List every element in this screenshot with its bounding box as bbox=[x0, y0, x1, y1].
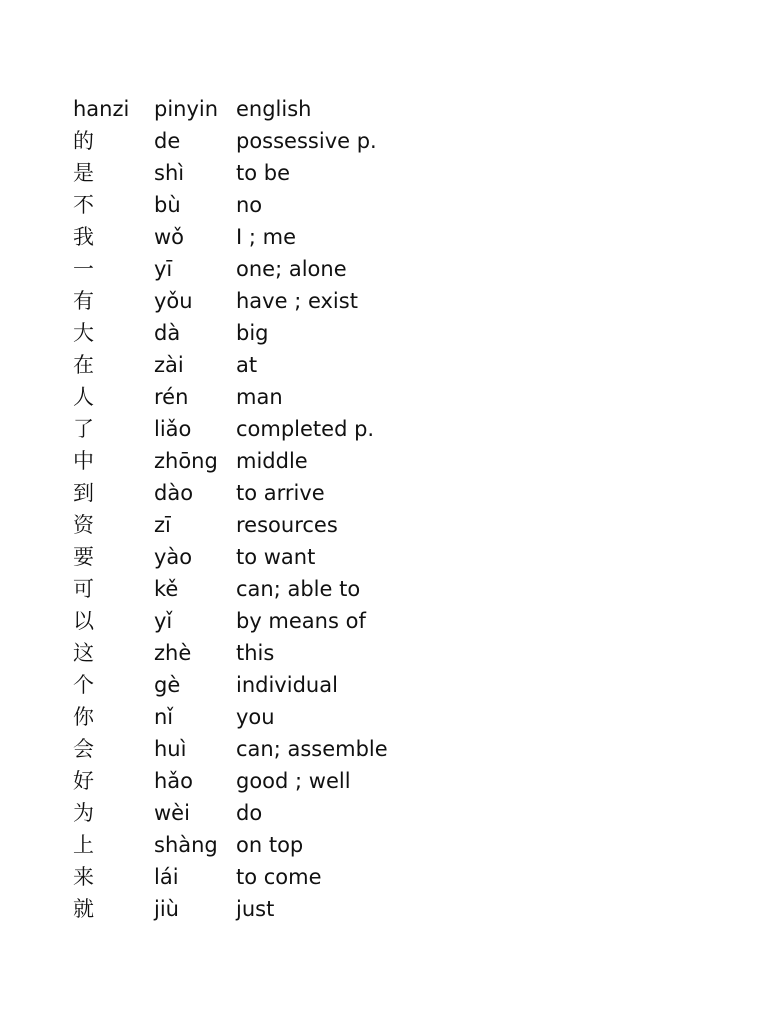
cell-hanzi: 到 bbox=[73, 481, 94, 505]
cell-pinyin: yī bbox=[154, 257, 173, 281]
cell-hanzi: 好 bbox=[73, 769, 94, 793]
cell-english: can; assemble bbox=[236, 737, 388, 761]
table-row bbox=[73, 669, 436, 701]
cell-english: resources bbox=[236, 513, 338, 537]
cell-pinyin: liǎo bbox=[154, 417, 192, 441]
vocabulary-table bbox=[73, 93, 436, 925]
table-body bbox=[73, 125, 436, 925]
cell-hanzi: 你 bbox=[73, 705, 94, 729]
cell-hanzi: 这 bbox=[73, 641, 94, 665]
cell-english: to arrive bbox=[236, 481, 325, 505]
cell-pinyin: hǎo bbox=[154, 769, 194, 793]
cell-hanzi: 是 bbox=[73, 161, 94, 185]
table-row bbox=[73, 381, 436, 413]
table-row bbox=[73, 637, 436, 669]
cell-english: on top bbox=[236, 833, 304, 857]
table-row bbox=[73, 317, 436, 349]
cell-english: individual bbox=[236, 673, 338, 697]
cell-pinyin: dào bbox=[154, 481, 194, 505]
cell-hanzi: 为 bbox=[73, 801, 94, 825]
cell-hanzi: 我 bbox=[73, 225, 94, 249]
cell-pinyin: shàng bbox=[154, 833, 218, 857]
cell-pinyin: wǒ bbox=[154, 225, 185, 249]
cell-english: big bbox=[236, 321, 269, 345]
cell-hanzi: 中 bbox=[73, 449, 94, 473]
cell-hanzi: 来 bbox=[73, 865, 94, 889]
table-row bbox=[73, 765, 436, 797]
table-row bbox=[73, 157, 436, 189]
cell-pinyin: huì bbox=[154, 737, 187, 761]
cell-hanzi: 资 bbox=[73, 513, 94, 537]
header-hanzi: hanzi bbox=[73, 97, 130, 121]
header-pinyin: pinyin bbox=[154, 97, 219, 121]
cell-pinyin: wèi bbox=[154, 801, 190, 825]
table-row bbox=[73, 605, 436, 637]
cell-hanzi: 不 bbox=[73, 193, 94, 217]
table-row bbox=[73, 253, 436, 285]
table-row bbox=[73, 189, 436, 221]
cell-english: to want bbox=[236, 545, 316, 569]
cell-hanzi: 要 bbox=[73, 545, 94, 569]
table-row bbox=[73, 221, 436, 253]
cell-pinyin: rén bbox=[154, 385, 189, 409]
cell-hanzi: 在 bbox=[73, 353, 94, 377]
cell-english: man bbox=[236, 385, 283, 409]
cell-pinyin: zhè bbox=[154, 641, 192, 665]
cell-pinyin: yǒu bbox=[154, 289, 193, 313]
cell-english: do bbox=[236, 801, 263, 825]
cell-pinyin: jiù bbox=[154, 897, 179, 921]
cell-hanzi: 个 bbox=[73, 673, 94, 697]
table-row bbox=[73, 541, 436, 573]
cell-pinyin: lái bbox=[154, 865, 179, 889]
cell-pinyin: bù bbox=[154, 193, 181, 217]
cell-english: no bbox=[236, 193, 263, 217]
table-row bbox=[73, 797, 436, 829]
table-row bbox=[73, 861, 436, 893]
cell-hanzi: 一 bbox=[73, 257, 94, 281]
table-row bbox=[73, 893, 436, 925]
cell-english: to be bbox=[236, 161, 291, 185]
cell-english: by means of bbox=[236, 609, 366, 633]
cell-hanzi: 了 bbox=[73, 417, 94, 441]
cell-english: I ; me bbox=[236, 225, 296, 249]
cell-pinyin: kě bbox=[154, 577, 179, 601]
cell-hanzi: 会 bbox=[73, 737, 94, 761]
cell-english: completed p. bbox=[236, 417, 375, 441]
cell-english: to come bbox=[236, 865, 322, 889]
table-row bbox=[73, 477, 436, 509]
table-row bbox=[73, 349, 436, 381]
cell-hanzi: 有 bbox=[73, 289, 94, 313]
cell-english: one; alone bbox=[236, 257, 347, 281]
cell-pinyin: zài bbox=[154, 353, 184, 377]
cell-hanzi: 就 bbox=[73, 897, 94, 921]
cell-hanzi: 的 bbox=[73, 129, 94, 153]
cell-pinyin: yǐ bbox=[154, 609, 173, 633]
table-row bbox=[73, 829, 436, 861]
cell-hanzi: 上 bbox=[73, 833, 94, 857]
cell-pinyin: dà bbox=[154, 321, 181, 345]
header-row bbox=[73, 93, 436, 125]
table-row bbox=[73, 445, 436, 477]
cell-pinyin: shì bbox=[154, 161, 185, 185]
cell-english: possessive p. bbox=[236, 129, 377, 153]
table-row bbox=[73, 701, 436, 733]
header-english: english bbox=[236, 97, 312, 121]
table-row bbox=[73, 413, 436, 445]
cell-pinyin: de bbox=[154, 129, 181, 153]
table-header bbox=[73, 93, 436, 125]
cell-pinyin: nǐ bbox=[154, 705, 174, 729]
table-row bbox=[73, 125, 436, 157]
cell-pinyin: gè bbox=[154, 673, 181, 697]
cell-english: middle bbox=[236, 449, 308, 473]
cell-pinyin: zhōng bbox=[154, 449, 218, 473]
cell-pinyin: zī bbox=[154, 513, 171, 537]
cell-english: this bbox=[236, 641, 275, 665]
cell-english: at bbox=[236, 353, 258, 377]
cell-english: you bbox=[236, 705, 275, 729]
cell-english: good ; well bbox=[236, 769, 351, 793]
cell-hanzi: 大 bbox=[73, 321, 94, 345]
cell-hanzi: 以 bbox=[73, 609, 94, 633]
cell-hanzi: 可 bbox=[73, 577, 94, 601]
table-row bbox=[73, 509, 436, 541]
cell-english: have ; exist bbox=[236, 289, 358, 313]
cell-english: just bbox=[236, 897, 275, 921]
cell-pinyin: yào bbox=[154, 545, 193, 569]
cell-english: can; able to bbox=[236, 577, 361, 601]
table-row bbox=[73, 733, 436, 765]
table-row bbox=[73, 285, 436, 317]
cell-hanzi: 人 bbox=[73, 385, 94, 409]
table-row bbox=[73, 573, 436, 605]
